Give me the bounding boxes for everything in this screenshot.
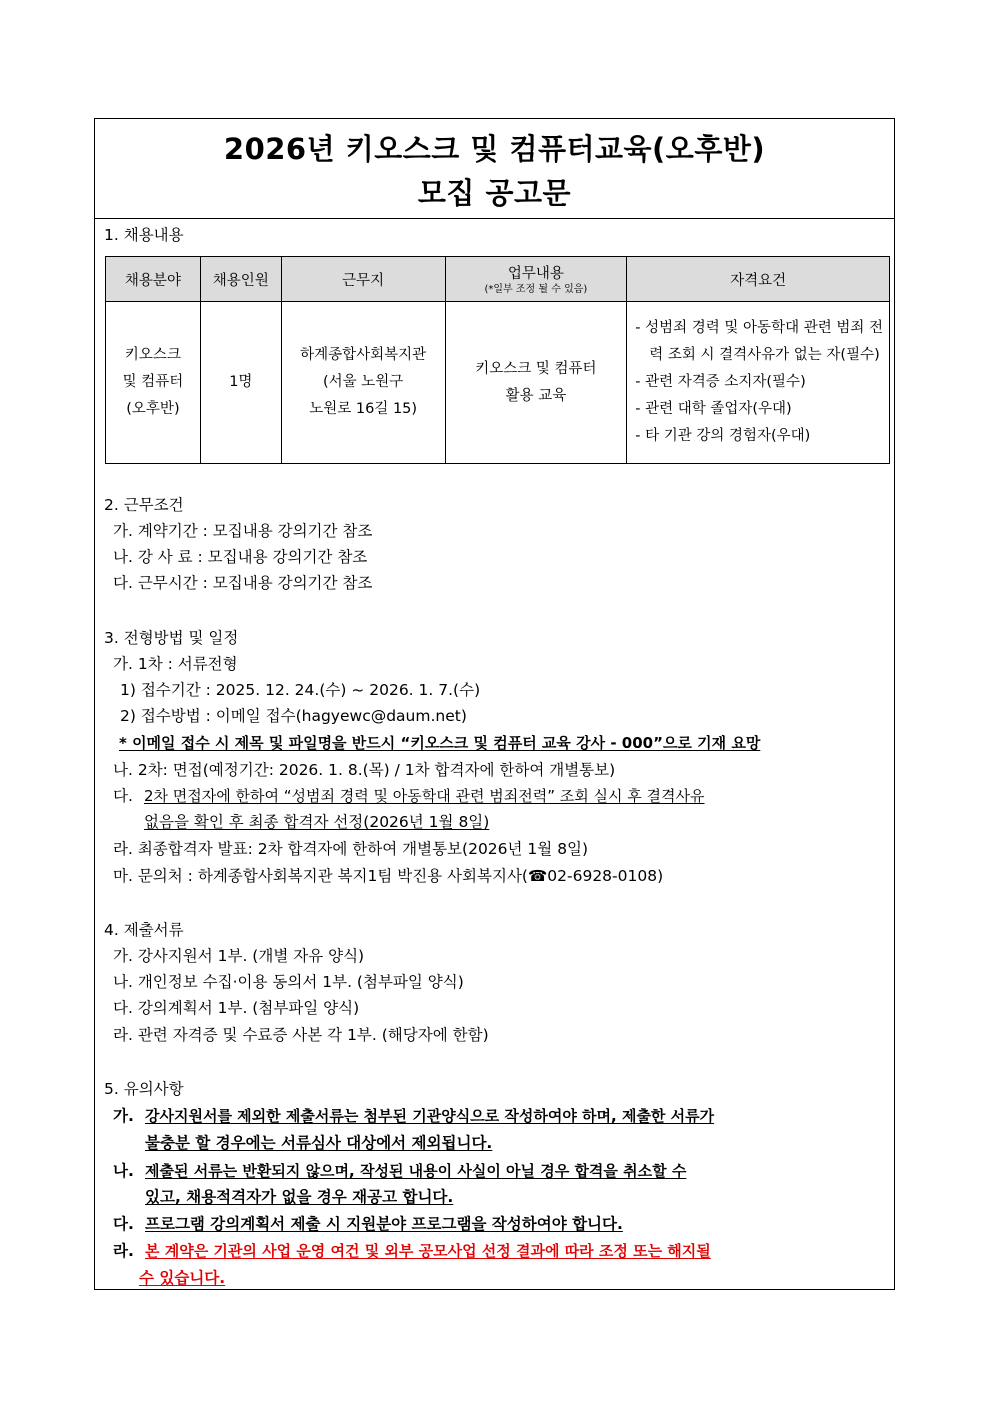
header-field: 채용분야	[106, 257, 201, 302]
cell-field	[106, 302, 201, 464]
field-line: (오후반)	[126, 401, 180, 417]
section3-ga-1: 1) 접수기간 : 2025. 12. 24.(수) ~ 2026. 1. 7.(수)	[120, 681, 481, 699]
section4-item: 나. 개인정보 수집·이용 동의서 1부. (첨부파일 양식)	[113, 973, 464, 991]
section5-ra-line1: 본 계약은 기관의 사업 운영 여건 및 외부 공모사업 선정 결과에 따라 조정 또는 해지될	[145, 1242, 711, 1260]
location-line: 노원로 16길 15)	[309, 401, 418, 417]
location-line: (서울 노원구	[323, 374, 404, 390]
qualification-item: - 타 기관 강의 경험자(우대)	[635, 428, 811, 444]
header-count: 채용인원	[200, 257, 281, 302]
section2-item: 가. 계약기간 : 모집내용 강의기간 참조	[113, 522, 373, 540]
section3-na: 나. 2차: 면접(예정기간: 2026. 1. 8.(목) / 1차 합격자에 한하여 개별통보)	[113, 761, 616, 779]
section4-item: 다. 강의계획서 1부. (첨부파일 양식)	[113, 999, 360, 1017]
section1-heading: 1. 채용내용	[104, 226, 184, 244]
section3-ga: 가. 1차 : 서류전형	[113, 655, 238, 673]
qualification-item: - 성범죄 경력 및 아동학대 관련 범죄 전력 조회 시 결격사유가 없는 자(필수)	[635, 320, 883, 363]
section4-item: 라. 관련 자격증 및 수료증 사본 각 1부. (해당자에 한함)	[113, 1026, 489, 1044]
section5-na-line1: 제출된 서류는 반환되지 않으며, 작성된 내용이 사실이 아닐 경우 합격을 취소할 수	[145, 1162, 687, 1180]
header-qualifications: 자격요건	[627, 257, 890, 302]
cell-duties	[445, 302, 627, 464]
section5-ga-line1: 강사지원서를 제외한 제출서류는 첨부된 기관양식으로 작성하여야 하며, 제출한 서류가	[145, 1107, 715, 1125]
section2-item: 다. 근무시간 : 모집내용 강의기간 참조	[113, 574, 373, 592]
table-row	[106, 302, 890, 464]
title-line1: 2026년 키오스크 및 컴퓨터교육(오후반)	[223, 132, 766, 166]
location-line: 하계종합사회복지관	[300, 347, 427, 363]
section3-ma: 마. 문의처 : 하계종합사회복지관 복지1팀 박진용 사회복지사(☎02-6928-0108)	[113, 867, 664, 885]
section5-na-prefix: 나.	[113, 1162, 134, 1180]
duties-line: 키오스크 및 컴퓨터	[475, 360, 597, 377]
section5-ga-prefix: 가.	[113, 1107, 134, 1125]
header-duties	[445, 257, 627, 302]
section5-da-prefix: 다.	[113, 1215, 134, 1233]
email-notice: * 이메일 접수 시 제목 및 파일명을 반드시 “키오스크 및 컴퓨터 교육 강사 - 000”으로 기재 요망	[119, 734, 761, 752]
field-line: 및 컴퓨터	[122, 374, 184, 390]
section3-da-line1: 2차 면접자에 한하여 “성범죄 경력 및 아동학대 관련 범죄전력” 조회 실시 후 결격사유	[144, 787, 705, 805]
header-location: 근무지	[281, 257, 445, 302]
recruit-table	[105, 256, 890, 464]
section3-ra: 라. 최종합격자 발표: 2차 합격자에 한하여 개별통보(2026년 1월 8일)	[113, 840, 589, 858]
qualification-item: - 관련 자격증 소지자(필수)	[635, 374, 806, 390]
section2-heading: 2. 근무조건	[104, 496, 184, 514]
title-box	[95, 119, 894, 219]
section5-ga-line2: 불충분 할 경우에는 서류심사 대상에서 제외됩니다.	[145, 1134, 493, 1152]
section5-ra-prefix: 라.	[113, 1242, 134, 1260]
section3-da-line2: 없음을 확인 후 최종 합격자 선정(2026년 1월 8일)	[144, 813, 490, 831]
section5-heading: 5. 유의사항	[104, 1080, 184, 1098]
field-line: 키오스크	[124, 347, 181, 363]
section5-ra-line2: 수 있습니다.	[139, 1269, 226, 1287]
cell-count: 1명	[200, 302, 281, 464]
section3-da-prefix: 다.	[113, 787, 133, 805]
cell-location	[281, 302, 445, 464]
cell-qualifications	[627, 302, 890, 464]
section4-heading: 4. 제출서류	[104, 921, 184, 939]
title-line2: 모집 공고문	[417, 176, 572, 210]
section3-ga-2: 2) 접수방법 : 이메일 접수(hagyewc@daum.net)	[120, 707, 467, 725]
duties-line: 활용 교육	[505, 387, 567, 404]
section5-na-line2: 있고, 채용적격자가 없을 경우 재공고 합니다.	[145, 1188, 454, 1206]
notice-frame	[94, 118, 895, 1290]
section2-item: 나. 강 사 료 : 모집내용 강의기간 참조	[113, 548, 368, 566]
header-duties-label: 업무내용	[507, 265, 564, 282]
section3-heading: 3. 전형방법 및 일정	[104, 629, 239, 647]
section4-item: 가. 강사지원서 1부. (개별 자유 양식)	[113, 947, 365, 965]
qualification-item: - 관련 대학 졸업자(우대)	[635, 401, 792, 417]
section5-da-line1: 프로그램 강의계획서 제출 시 지원분야 프로그램을 작성하여야 합니다.	[145, 1215, 623, 1233]
header-duties-note: (*일부 조정 될 수 있음)	[484, 283, 588, 295]
